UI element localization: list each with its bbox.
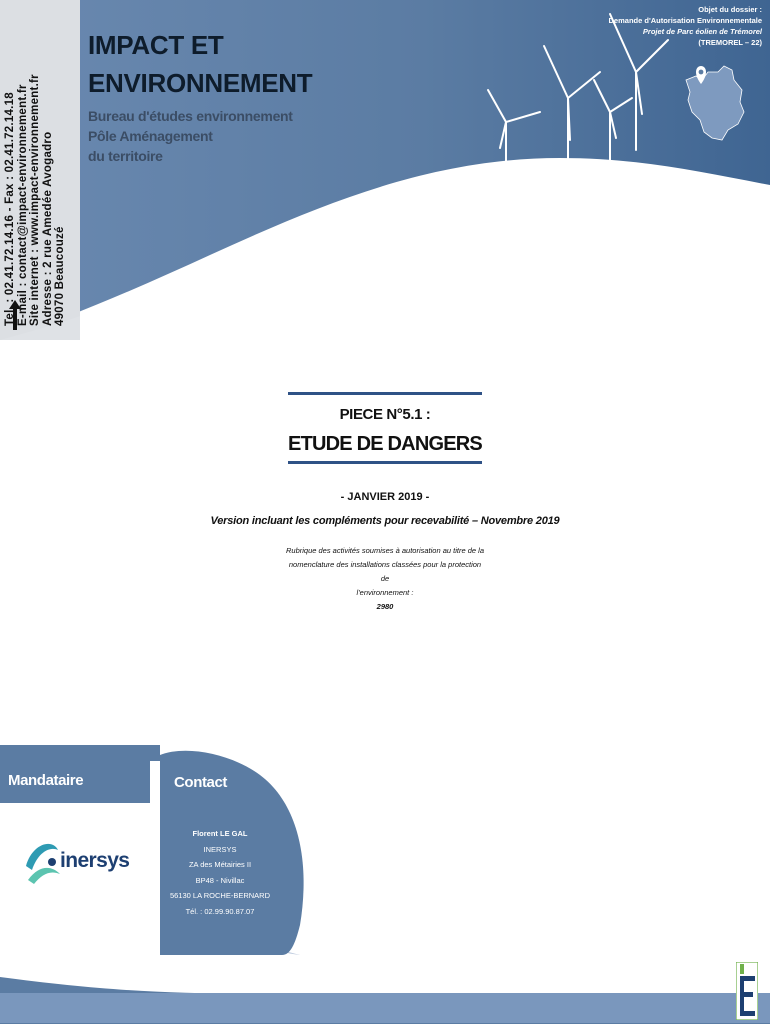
piece-number: PIECE N°5.1 : bbox=[339, 406, 431, 423]
contact-line: Adresse : 2 rue Amedée Avogadro bbox=[41, 131, 54, 326]
dossier-object bbox=[522, 4, 762, 48]
rubrique-block bbox=[285, 544, 485, 614]
contact-detail: Tél. : 02.99.90.87.07 bbox=[185, 906, 255, 916]
document-date: - JANVIER 2019 - bbox=[340, 491, 430, 503]
mandataire-title: Mandataire bbox=[8, 772, 84, 789]
contact-info-vertical bbox=[4, 6, 67, 326]
document-version: Version incluant les compléments pour recevabilité – Novembre 2019 bbox=[210, 515, 560, 527]
contact-detail: BP48 - Nivillac bbox=[195, 875, 245, 885]
brand-sub-line: Pôle Aménagement bbox=[88, 128, 213, 144]
arrow-up-icon bbox=[8, 300, 22, 330]
title-rule-top bbox=[288, 392, 482, 395]
contact-line: Tel. : 02.41.72.14.16 - Fax : 02.41.72.14.18 bbox=[4, 92, 16, 326]
ie-logo bbox=[736, 962, 758, 1020]
rubrique-code: 2980 bbox=[376, 602, 394, 611]
objet-location: (TREMOREL – 22) bbox=[698, 38, 762, 47]
rubrique-line: nomenclature des installations classées pour la protection de bbox=[288, 560, 482, 583]
objet-project: Projet de Parc éolien de Trémorel bbox=[642, 27, 762, 36]
document-title: ETUDE DE DANGERS bbox=[288, 433, 482, 455]
objet-label: Objet du dossier : bbox=[698, 5, 762, 14]
title-block bbox=[288, 392, 482, 464]
map-pin-icon bbox=[682, 50, 748, 146]
contact-name: Florent LE GAL bbox=[192, 829, 248, 838]
contact-line: Site internet : www.impact-environnement.fr bbox=[29, 74, 42, 326]
contact-line: E-mail : contact@impact-environnement.fr bbox=[16, 84, 29, 326]
title-rule-bottom bbox=[288, 461, 482, 464]
brand-subtitle bbox=[88, 106, 293, 166]
brand-sub-line: du territoire bbox=[88, 148, 163, 164]
rubrique-line: Rubrique des activités soumises à autorisation au titre de la bbox=[285, 546, 485, 555]
contact-title: Contact bbox=[174, 774, 228, 791]
contact-detail: ZA des Métairies II bbox=[188, 860, 252, 869]
brand-sub-line: Bureau d'études environnement bbox=[88, 108, 293, 124]
brand-title-line: ENVIRONNEMENT bbox=[88, 68, 313, 98]
contact-card bbox=[150, 826, 290, 919]
brand-title-line: IMPACT ET bbox=[88, 30, 224, 60]
contact-detail: 56130 LA ROCHE-BERNARD bbox=[169, 891, 271, 900]
contact-detail: INERSYS bbox=[203, 844, 237, 854]
inersys-logo-text: inersys bbox=[60, 849, 130, 872]
contact-line: 49070 Beaucouzé bbox=[54, 226, 67, 326]
brand-title bbox=[88, 26, 312, 102]
rubrique-line: l'environnement : bbox=[356, 588, 414, 597]
objet-line: Demande d'Autorisation Environnementale bbox=[608, 16, 762, 25]
